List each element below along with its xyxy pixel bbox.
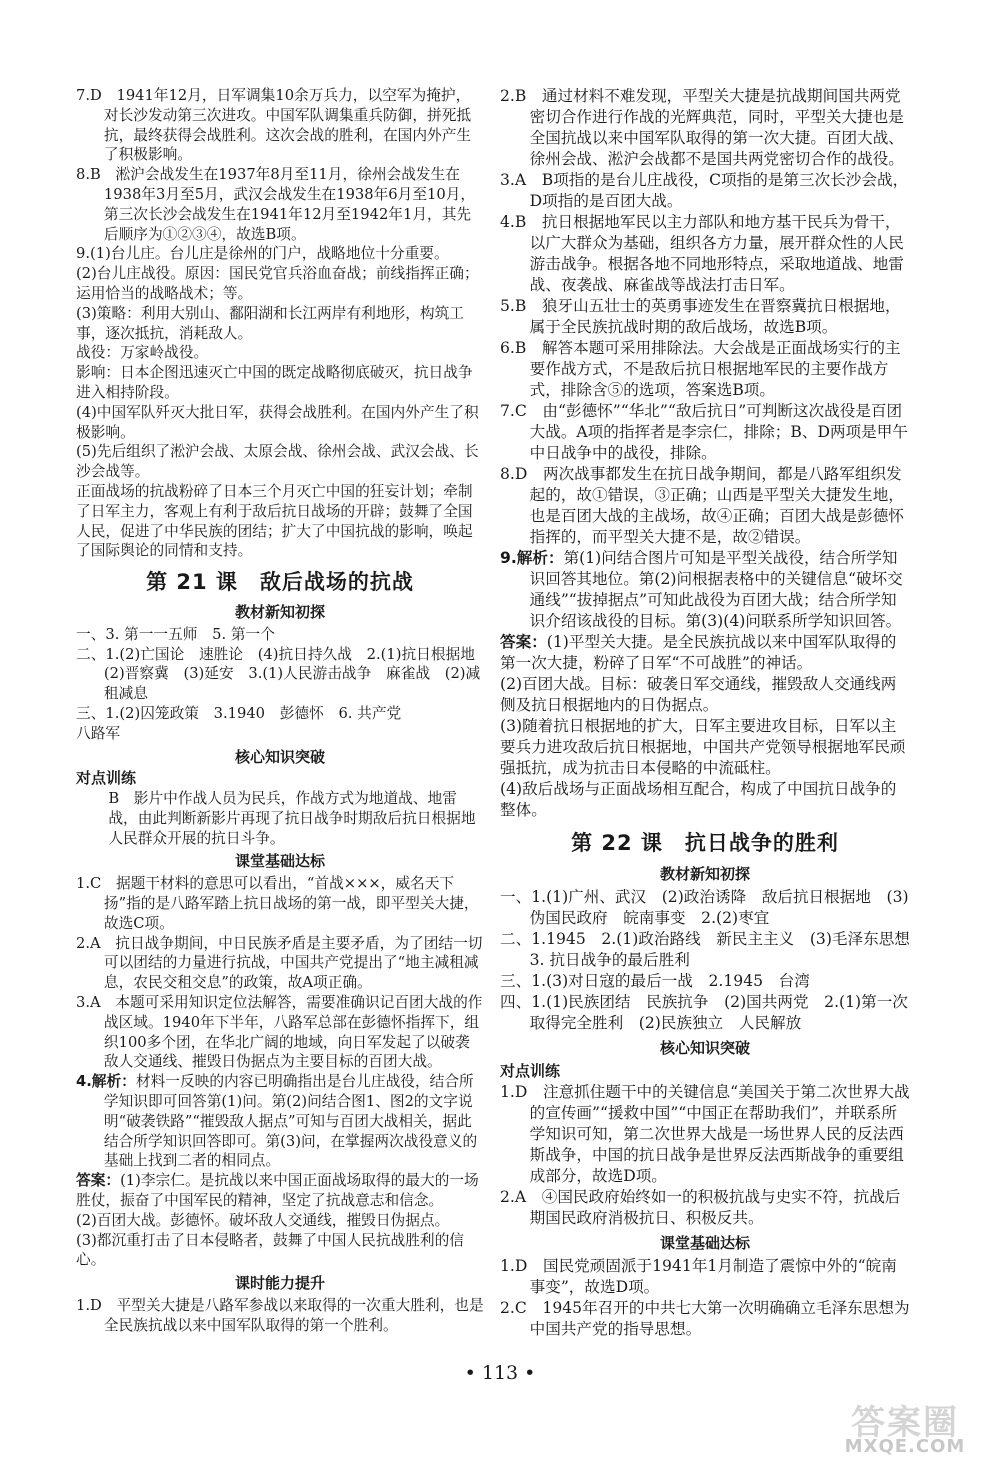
answer-list <box>500 1082 910 1229</box>
answer-item: (5)先后组织了淞沪会战、太原会战、徐州会战、武汉会战、长沙会战等。 <box>76 443 479 481</box>
answer-list <box>500 86 910 548</box>
answer-item: 1.D 国民党顽固派于1941年1月制造了震惊中外的“皖南事变”，故选D项。 <box>500 1257 897 1296</box>
answer-list <box>76 874 484 1072</box>
right-column <box>500 86 926 1340</box>
answer-item: (4)中国军队歼灭大批日军，获得会战胜利。在国内外产生了积极影响。 <box>76 403 479 441</box>
answer-item: 2.A ④国民政府始终如一的积极抗战与史实不符，抗战后期国民政府消极抗日、积极反共。 <box>500 1188 901 1227</box>
answer-item: (2)百团大战。彭德怀。破坏敌人交通线，摧毁日伪据点。 <box>76 1211 450 1229</box>
answer-item: 7.D 1941年12月，日军调集10余万兵力，以空军为掩护，对长沙发动第三次进攻。中国军队调集重兵防御，拼死抵抗，最终获得会战胜利。这次会战的胜利，在国内外产生了积极影响。 <box>76 87 472 164</box>
answer-item: 7.C 由“彭德怀”“华北”“敌后抗日”可判断这次战役是百团大战。A项的指挥者是李宗仁，排除；B、D两项是甲午中日战争中的战役，排除。 <box>500 402 908 462</box>
answer-details <box>500 674 910 821</box>
subsection-heading: 对点训练 <box>76 769 137 788</box>
answer-item: 2.A 抗日战争期间，中日民族矛盾是主要矛盾，为了团结一切可以团结的力量进行抗战，中国共产党提出了“地主减租减息，农民交租交息”的政策，故A项正确。 <box>76 934 483 992</box>
section-heading: 课堂基础达标 <box>234 852 325 871</box>
answer-item: 正面战场的抗战粉碎了日本三个月灭亡中国的狂妄计划；牵制了日军主力，客观上有利于敌后抗日战场的开辟；鼓舞了全国人民，促进了中华民族的团结；扩大了中国抗战的影响，唤起了国际舆论的同情和支持。 <box>76 482 473 560</box>
answer-item: (2)百团大战。目标：破袭日军交通线，摧毁敌人交通线两侧及抗日根据地内的日伪据点。 <box>500 675 897 714</box>
analysis-text: 材料一反映的内容已明确指出是台儿庄战役，结合所学知识即可回答第(1)问。第(2)问结合图1、图2的文字说明“破袭铁路”“摧毁敌人据点”可知与百团大战相关，据此结合所学知识回答即可。第(3)问，在掌握两次战役意义的基础上找到二者的相同点。 <box>103 1073 478 1170</box>
watermark-site: MXQE.COM <box>844 1436 966 1457</box>
section-heading: 教材新知初探 <box>234 602 325 621</box>
answer-item: 6.B 解答本题可采用排除法。大会战是正面战场实行的主要作战方式，不是敌后抗日根据地军民的主要作战方式，排除含⑤的选项，答案选B项。 <box>500 339 901 399</box>
answer-item: 战役：万家岭战役。 <box>76 344 209 362</box>
answer-item: 二、1.(2)亡国论 速胜论 (4)抗日持久战 2.(1)抗日根据地 (2)晋察冀 (3)延安 3.(1)人民游击战争 麻雀战 (2)减租减息 <box>76 645 490 703</box>
answer-details <box>76 264 484 561</box>
answer-list <box>76 86 484 264</box>
answer-text: (1)李宗仁。是抗战以来中国正面战场取得的最大的一场胜仗，振奋了中国军民的精神，坚定了抗战意志和信念。 <box>76 1172 479 1210</box>
analysis-label: 9.解析： <box>500 549 564 567</box>
answer-list <box>76 625 490 744</box>
answer-item: 3.A B项指的是台儿庄战役，C项指的是第三次长沙会战，D项指的是百团大战。 <box>500 171 909 210</box>
answer-item: (3)都沉重打击了日本侵略者，鼓舞了中国人民抗战胜利的信心。 <box>76 1231 464 1269</box>
section-heading: 核心知识突破 <box>659 1039 750 1057</box>
answer-item: 八路军 <box>76 724 121 742</box>
answer-item <box>76 1072 484 1171</box>
answer-item: (2)台儿庄战役。原因：国民党官兵浴血奋战；前线指挥正确；运用恰当的战略战术；等。 <box>76 265 479 302</box>
lesson-21-title: 第 21 课 敌后战场的抗战 <box>146 570 414 595</box>
answer-list <box>500 1256 910 1340</box>
answer-item: (3)策略：利用大别山、鄱阳湖和长江两岸有利地形，构筑工事，逐次抵抗，消耗敌人。 <box>76 304 464 342</box>
answer-item: 3.A 本题可采用知识定位法解答，需要准确识记百团大战的作战区域。1940年下半年，八路军总部在彭德怀指挥下，组织100多个团，在华北广阔的地域，向日军发起了以破袭敌人交通线、摧毁日伪据点为主要目标的百团大战。 <box>76 994 483 1071</box>
answer-item <box>500 632 910 674</box>
answer-item: 4.B 抗日根据地军民以主力部队和地方基干民兵为骨干，以广大群众为基础，组织各方力量，展开群众性的人民游击战争。根据各地不同地形特点，采取地道战、地雷战、夜袭战、麻雀战等战法打击日军。 <box>500 213 904 294</box>
watermark <box>820 1395 990 1461</box>
answer-label: 答案： <box>76 1172 121 1190</box>
lesson-22-title: 第 22 课 抗日战争的胜利 <box>571 831 839 855</box>
answer-list <box>500 887 926 1034</box>
answer-item: 5.B 狼牙山五壮士的英勇事迹发生在晋察冀抗日根据地，属于全民族抗战时期的敌后战场，故选B项。 <box>500 297 901 336</box>
answer-details <box>76 1211 484 1270</box>
section-heading: 教材新知初探 <box>659 865 750 883</box>
answer-list <box>76 1296 484 1336</box>
answer-item <box>76 1171 484 1211</box>
answer-item: 一、1.(1)广州、武汉 (2)政治诱降 敌后抗日根据地 (3)伪国民政府 皖南事变 2.(2)枣宜 <box>500 888 909 927</box>
answer-item: 二、1.1945 2.(1)政治路线 新民主主义 (3)毛泽东思想 3. 抗日战争的最后胜利 <box>500 930 926 969</box>
section-heading: 课时能力提升 <box>234 1274 325 1293</box>
answer-item: (4)敌后战场与正面战场相互配合，构成了中国抗日战争的整体。 <box>500 780 897 819</box>
watermark-logo: 答案圈 <box>851 1403 959 1443</box>
answer-item: 三、1.(3)对日寇的最后一战 2.1945 台湾 <box>500 972 810 990</box>
section-heading: 课堂基础达标 <box>659 1234 750 1252</box>
analysis-text: 第(1)问结合图片可知是平型关战役，结合所学知识回答其地位。第(2)问根据表格中的关键信息“破坏交通线”“拔掉据点”可知此战役为百团大战；结合所学知识介绍该战役的目标。第(3)(4)问联系所学知识回答。 <box>529 549 903 630</box>
answer-item: 2.B 通过材料不难发现，平型关大捷是抗战期间国共两党密切合作进行作战的光辉典范，同时，平型关大捷也是全国抗战以来中国军队取得的第一次大捷。百团大战、徐州会战、淞沪会战都不是国共两党密切合作的战役。 <box>500 87 904 168</box>
answer-item: 2.C 1945年召开的中共七大第一次明确确立毛泽东思想为中国共产党的指导思想。 <box>500 1299 910 1338</box>
answer-label: 答案： <box>500 633 547 651</box>
answer-item: 9.(1)台儿庄。台儿庄是徐州的门户，战略地位十分重要。 <box>76 245 449 263</box>
answer-text: B 影片中作战人员为民兵，作战方式为地道战、地雷战，由此判断新影片再现了抗日战争时期敌后抗日根据地人民群众开展的抗日斗争。 <box>108 790 476 847</box>
answer-item: 一、3. 第一一五师 5. 第一个 <box>76 625 275 643</box>
answer-item: 1.D 注意抓住题干中的关键信息“美国关于第二次世界大战的宣传画”“援救中国”“中国正在帮助我们”，并联系所学知识可知，第二次世界大战是一场世界人民的反法西斯战争，中国的抗日战争是世界反法西斯战争的重要组成部分，故选D项。 <box>500 1083 910 1185</box>
subsection-heading: 对点训练 <box>500 1062 561 1080</box>
answer-item: 8.B 淞沪会战发生在1937年8月至11月，徐州会战发生在1938年3月至5月，武汉会战发生在1938年6月至10月，第三次长沙会战发生在1941年12月至1942年1月，其先后顺序为①②③④，故选B项。 <box>76 166 476 243</box>
answer-item: 8.D 两次战事都发生在抗日战争期间，都是八路军组织发起的，故①错误，③正确；山西是平型关大捷发生地，也是百团大战的主战场，故④正确；百团大战是彭德怀指挥的，而平型关大捷不是，故②错误。 <box>500 465 904 546</box>
analysis-label: 4.解析： <box>76 1073 136 1091</box>
answer-item: 影响：日本企图迅速灭亡中国的既定战略彻底破灭，抗日战争进入相持阶段。 <box>76 364 473 401</box>
page-number: • 113 • <box>464 1362 536 1384</box>
answer-item: 四、1.(1)民族团结 民族抗争 (2)国共两党 2.(1)第一次取得完全胜利 (2)民族独立 人民解放 <box>500 993 908 1032</box>
section-heading: 核心知识突破 <box>234 747 325 766</box>
answer-item: 三、1.(2)囚笼政策 3.1940 彭德怀 6. 共产党 <box>76 704 402 722</box>
answer-item <box>500 548 910 632</box>
left-column <box>76 86 490 1336</box>
answer-text: (1)平型关大捷。是全民族抗战以来中国军队取得的第一次大捷，粉碎了日军“不可战胜”的神话。 <box>500 633 897 672</box>
answer-item: (3)随着抗日根据地的扩大，日军主要进攻目标，日军以主要兵力进攻敌后抗日根据地，中国共产党领导根据地军民顽强抵抗，成为抗击日本侵略的中流砥柱。 <box>500 717 906 777</box>
answer-item: 1.D 平型关大捷是八路军参战以来取得的一次重大胜利，也是全民族抗战以来中国军队取得的第一个胜利。 <box>76 1297 484 1334</box>
answer-item: 1.C 据题干材料的意思可以看出，“首战×××，威名天下扬”指的是八路军踏上抗日战场的第一战，即平型关大捷，故选C项。 <box>76 875 479 932</box>
